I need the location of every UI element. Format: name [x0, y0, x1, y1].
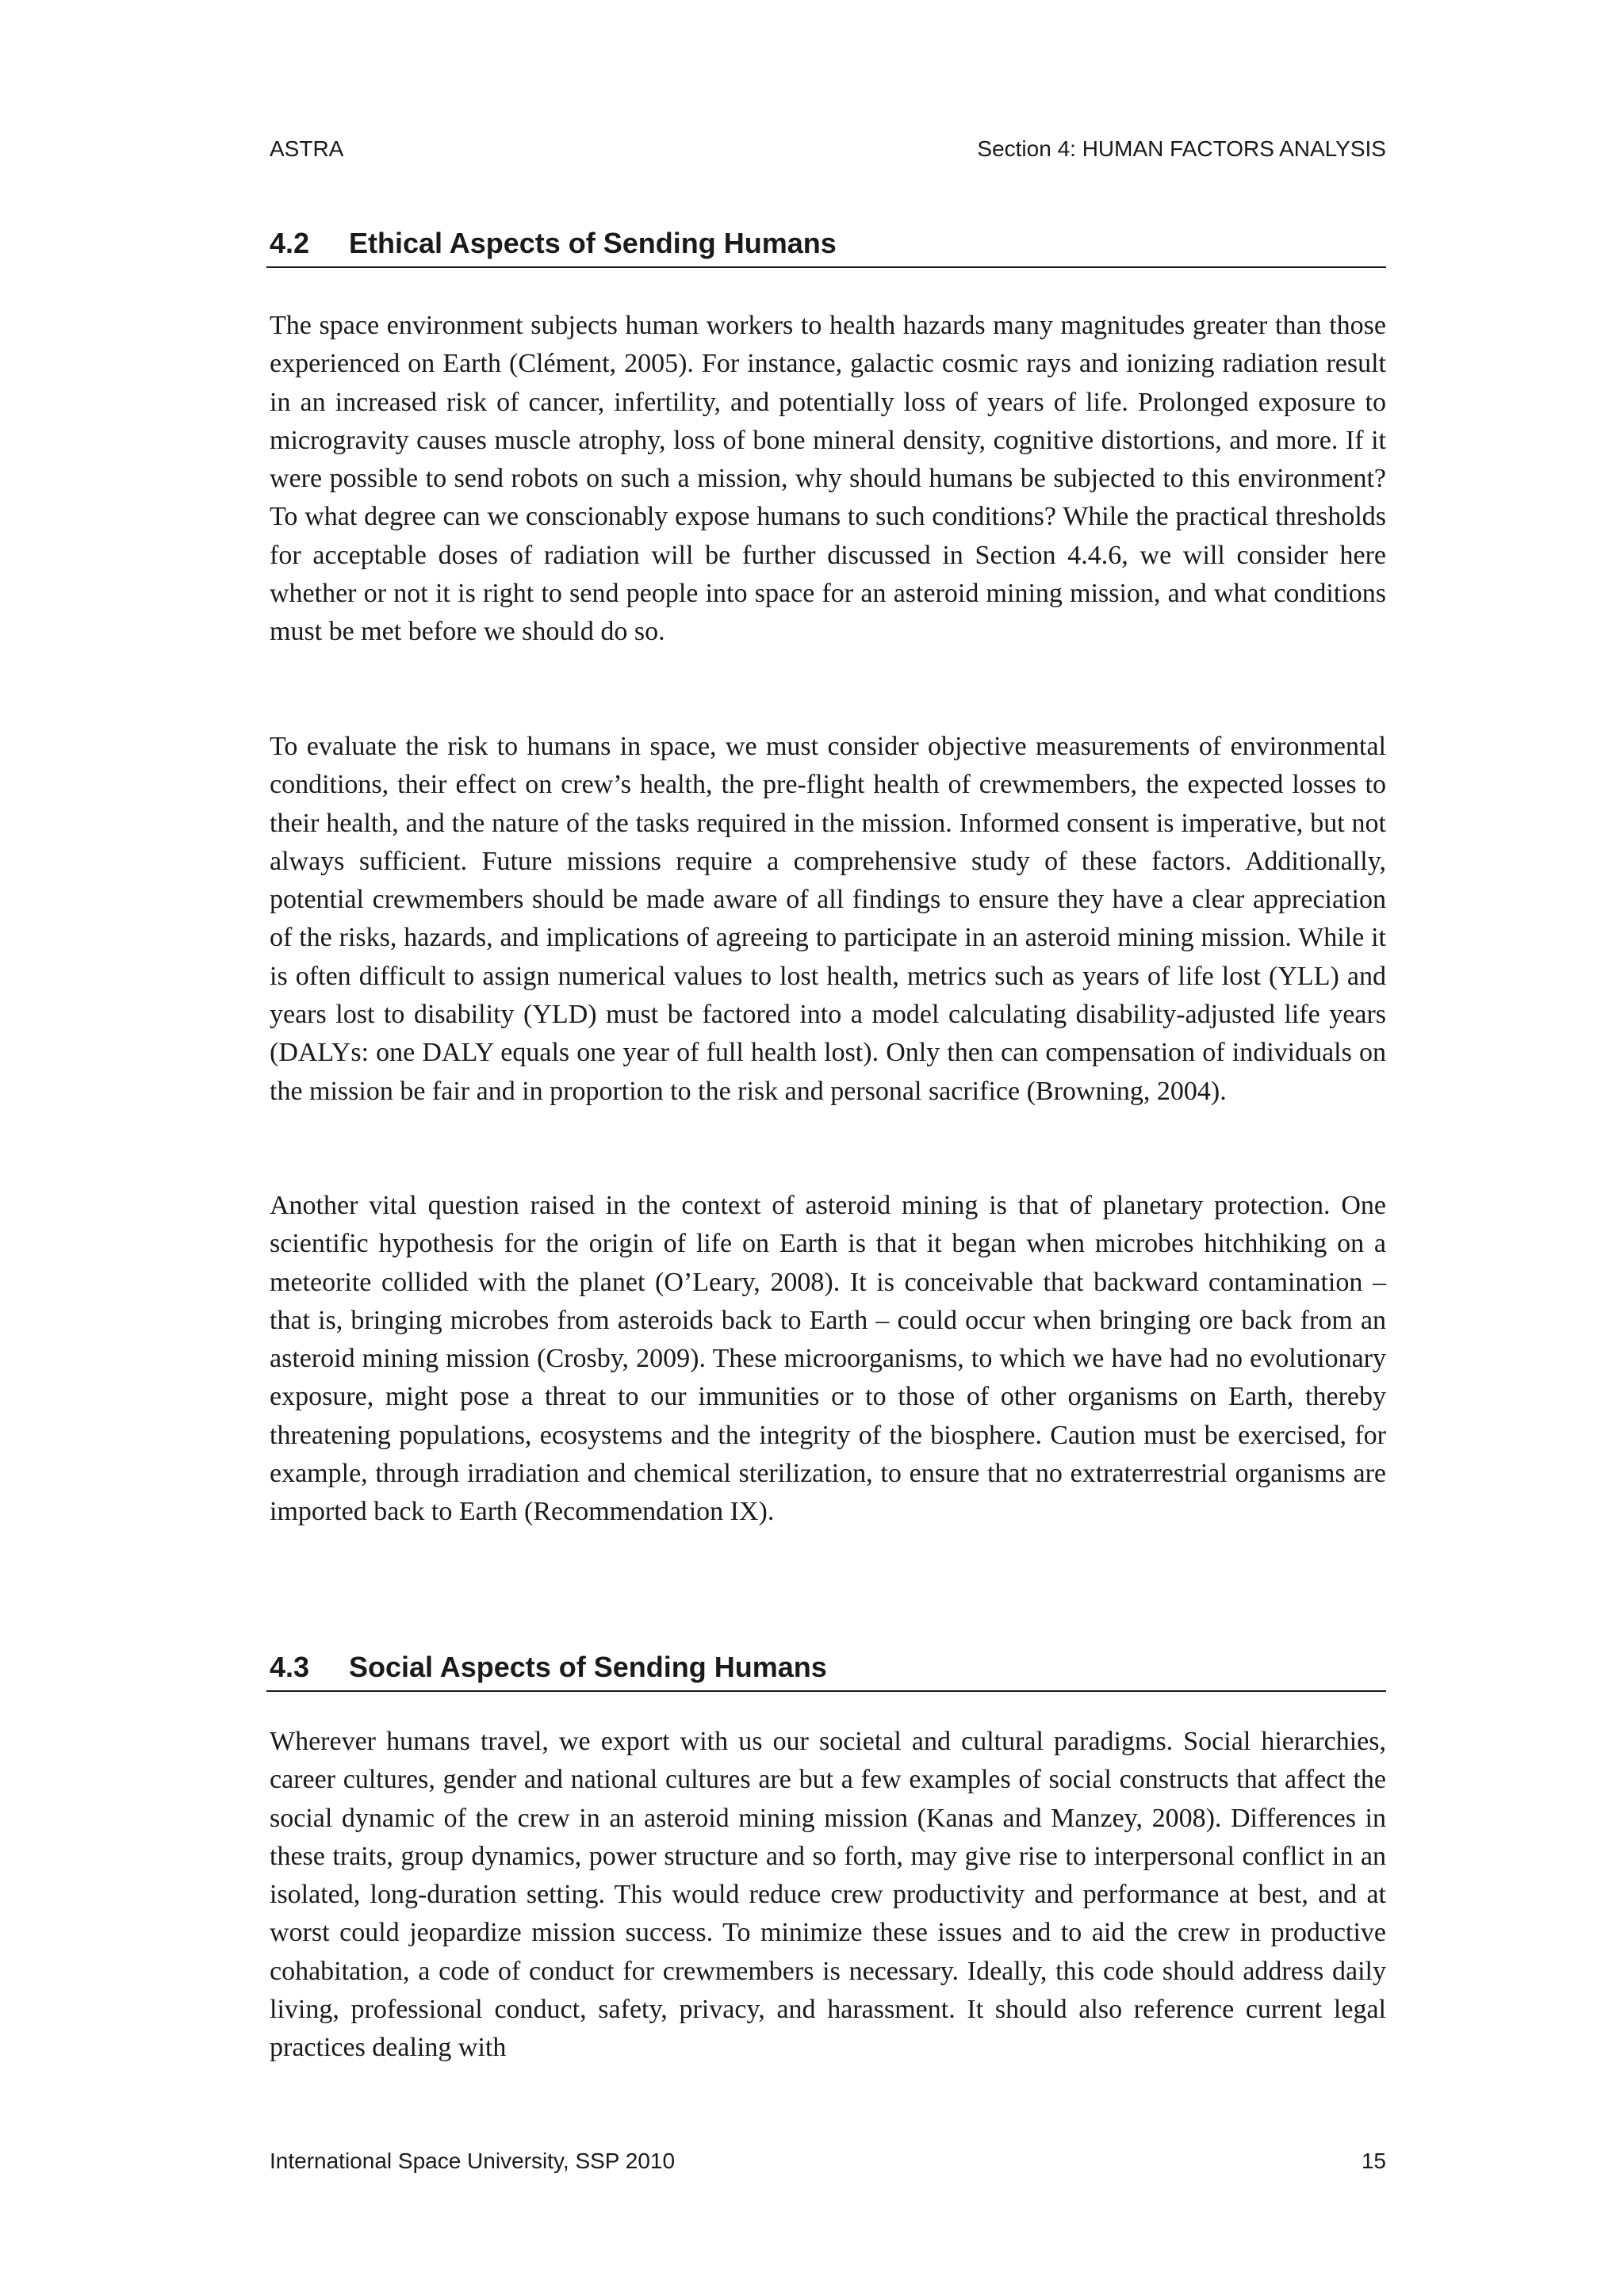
footer-institution: International Space University, SSP 2010	[270, 2149, 676, 2173]
header-document-title: ASTRA	[270, 136, 344, 161]
body-paragraph: Another vital question raised in the context of asteroid mining is that of planetary protection. One scientific hypothesis for the origin of life on Earth is that it began when microbes hitchhiking on a meteorite collided with the planet (O’Leary, 2008). It is conceivable that backward contamination – that is, bringing microbes from asteroids back to Earth – could occur when bringing ore back from an asteroid mining mission (Crosby, 2009). These microorganisms, to which we have had no evolutionary exposure, might pose a threat to our immunities or to those of other organisms on Earth, thereby threatening populations, ecosystems and the integrity of the biosphere. Caution must be exercised, for example, through irradiation and chemical sterilization, to ensure that no extraterrestrial organisms are imported back to Earth (Recommendation IX).	[270, 1191, 1386, 1527]
section-title: Ethical Aspects of Sending Humans	[349, 227, 837, 259]
running-header	[270, 133, 1386, 165]
section-number: 4.2	[270, 227, 310, 259]
section-heading-4-2	[266, 227, 1386, 268]
body-paragraph: Wherever humans travel, we export with us our societal and cultural paradigms. Social hierarchies, career cultures, gender and national cultures are but a few examples of social constructs that affect the social dynamic of the crew in an asteroid mining mission (Kanas and Manzey, 2008). Differences in these traits, group dynamics, power structure and so forth, may give rise to interpersonal conflict in an isolated, long-duration setting. This would reduce crew productivity and performance at best, and at worst could jeopardize mission success. To minimize these issues and to aid the crew in productive cohabitation, a code of conduct for crewmembers is necessary. Ideally, this code should address daily living, professional conduct, safety, privacy, and harassment. It should also reference current legal practices dealing with	[270, 1727, 1386, 2063]
section-number: 4.3	[270, 1651, 310, 1683]
page-number: 15	[1361, 2149, 1386, 2173]
section-heading-4-3	[266, 1651, 1386, 1692]
body-paragraph: To evaluate the risk to humans in space, we must consider objective measurements of environmental conditions, their effect on crew’s health, the pre-flight health of crewmembers, the expected losses to their health, and the nature of the tasks required in the mission. Informed consent is imperative, but not always sufficient. Future missions require a comprehensive study of these factors. Additionally, potential crewmembers should be made aware of all findings to ensure they have a clear appreciation of the risks, hazards, and implications of agreeing to participate in an asteroid mining mission. While it is often difficult to assign numerical values to lost health, metrics such as years of life lost (YLL) and years lost to disability (YLD) must be factored into a model calculating disability-adjusted life years (DALYs: one DALY equals one year of full health lost). Only then can compensation of individuals on the mission be fair and in proportion to the risk and personal sacrifice (Browning, 2004).	[270, 732, 1386, 1106]
section-title: Social Aspects of Sending Humans	[349, 1651, 827, 1683]
body-paragraph: The space environment subjects human workers to health hazards many magnitudes greater than those experienced on Earth (Clément, 2005). For instance, galactic cosmic rays and ionizing radiation result in an increased risk of cancer, infertility, and potentially loss of years of life. Prolonged exposure to microgravity causes muscle atrophy, loss of bone mineral density, cognitive distortions, and more. If it were possible to send robots on such a mission, why should humans be subjected to this environment? To what degree can we conscionably expose humans to such conditions? While the practical thresholds for acceptable doses of radiation will be further discussed in Section 4.4.6, we will consider here whether or not it is right to send people into space for an asteroid mining mission, and what conditions must be met before we should do so.	[270, 311, 1386, 647]
running-footer	[270, 2145, 1386, 2177]
header-section-title: Section 4: HUMAN FACTORS ANALYSIS	[977, 136, 1386, 161]
